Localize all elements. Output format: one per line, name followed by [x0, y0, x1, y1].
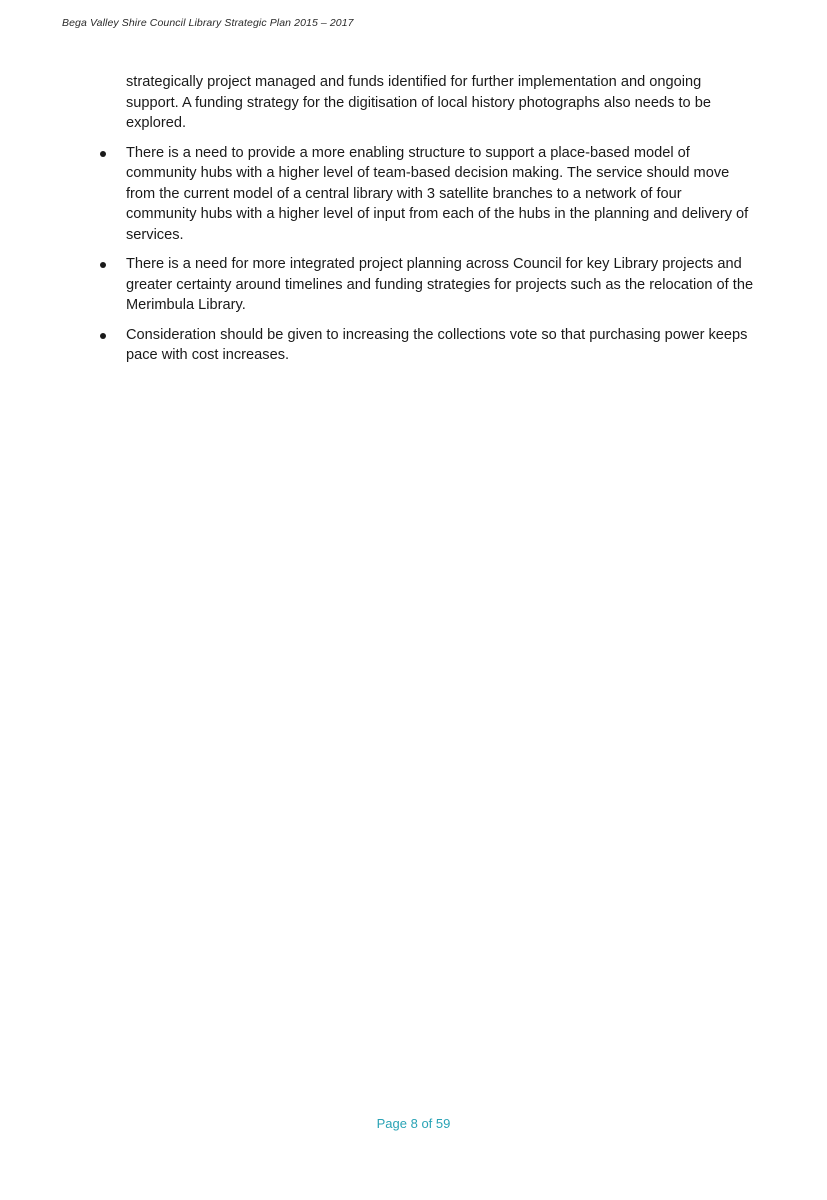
running-header: Bega Valley Shire Council Library Strategic Plan 2015 – 2017 [62, 17, 354, 29]
bullet-dot-icon [100, 151, 106, 157]
bullet-item [126, 325, 756, 366]
bullet-list [126, 143, 756, 366]
document-body [126, 72, 756, 375]
continuation-paragraph: strategically project managed and funds identified for further implementation and ongoing support. A funding strategy for the digitisation of local history photographs also needs to be explored. [126, 74, 711, 131]
bullet-dot-icon [100, 262, 106, 268]
bullet-item [126, 254, 756, 316]
bullet-text: There is a need to provide a more enabling structure to support a place-based model of community hubs with a higher level of team-based decision making. The service should move from the current model of a central library with 3 satellite branches to a network of four community hubs with a higher level of input from each of the hubs in the planning and delivery of services. [126, 144, 749, 243]
bullet-dot-icon [100, 333, 106, 339]
page-number: Page 8 of 59 [376, 1116, 451, 1131]
bullet-text: There is a need for more integrated project planning across Council for key Library projects and greater certainty around timelines and funding strategies for projects such as the relocation of the Merimbula Library. [126, 256, 754, 313]
bullet-item [126, 143, 756, 246]
bullet-text: Consideration should be given to increasing the collections vote so that purchasing power keeps pace with cost increases. [126, 326, 748, 363]
